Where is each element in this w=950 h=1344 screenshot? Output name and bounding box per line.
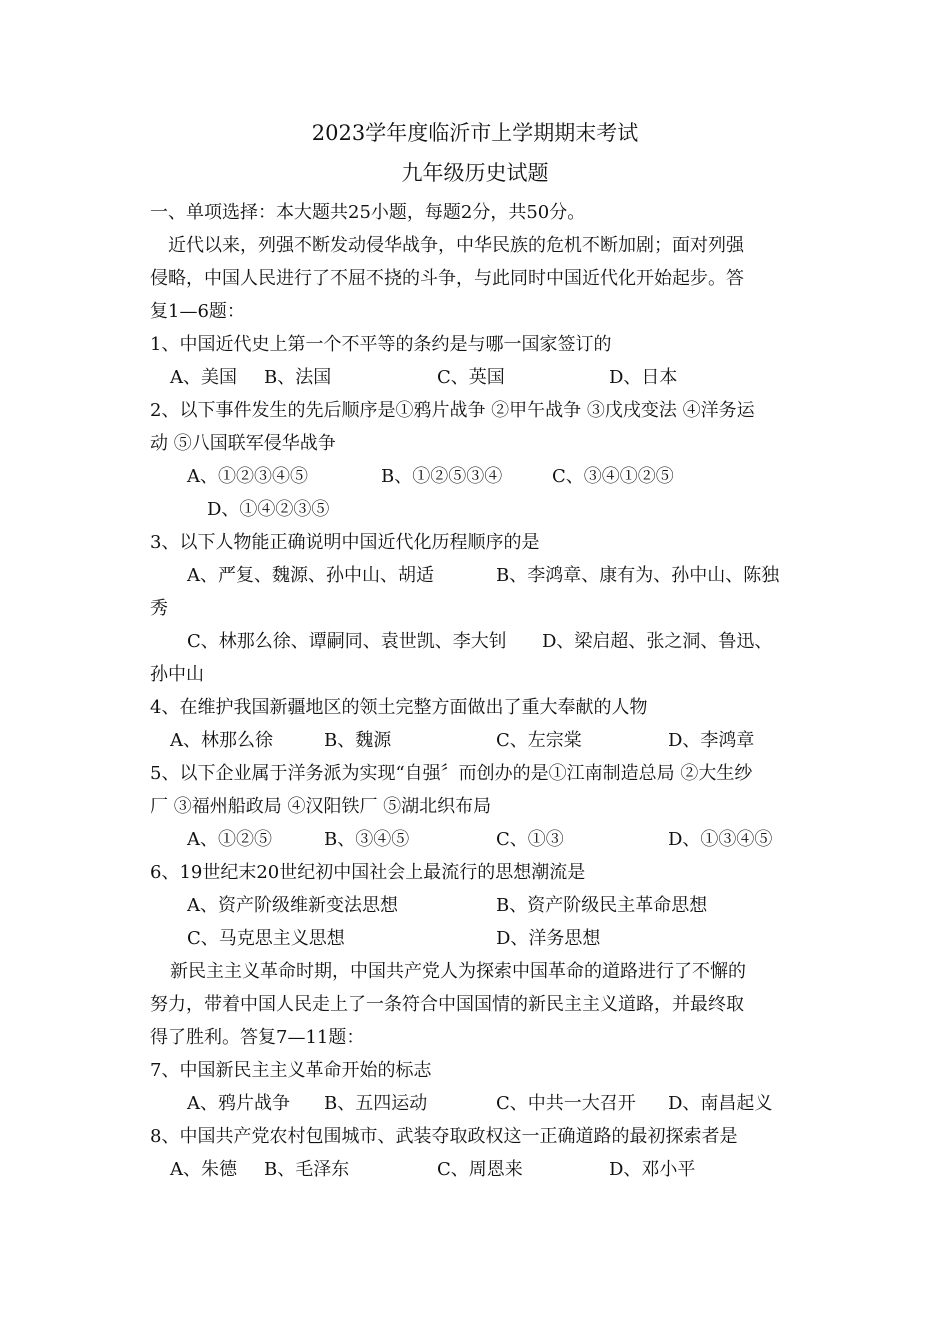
exam-title: 2023学年度临沂市上学期期末考试 bbox=[311, 121, 639, 145]
section-heading: 一、单项选择：本大题共25小题，每题2分，共50分。 bbox=[150, 202, 586, 223]
exam-subtitle: 九年级历史试题 bbox=[401, 161, 549, 185]
